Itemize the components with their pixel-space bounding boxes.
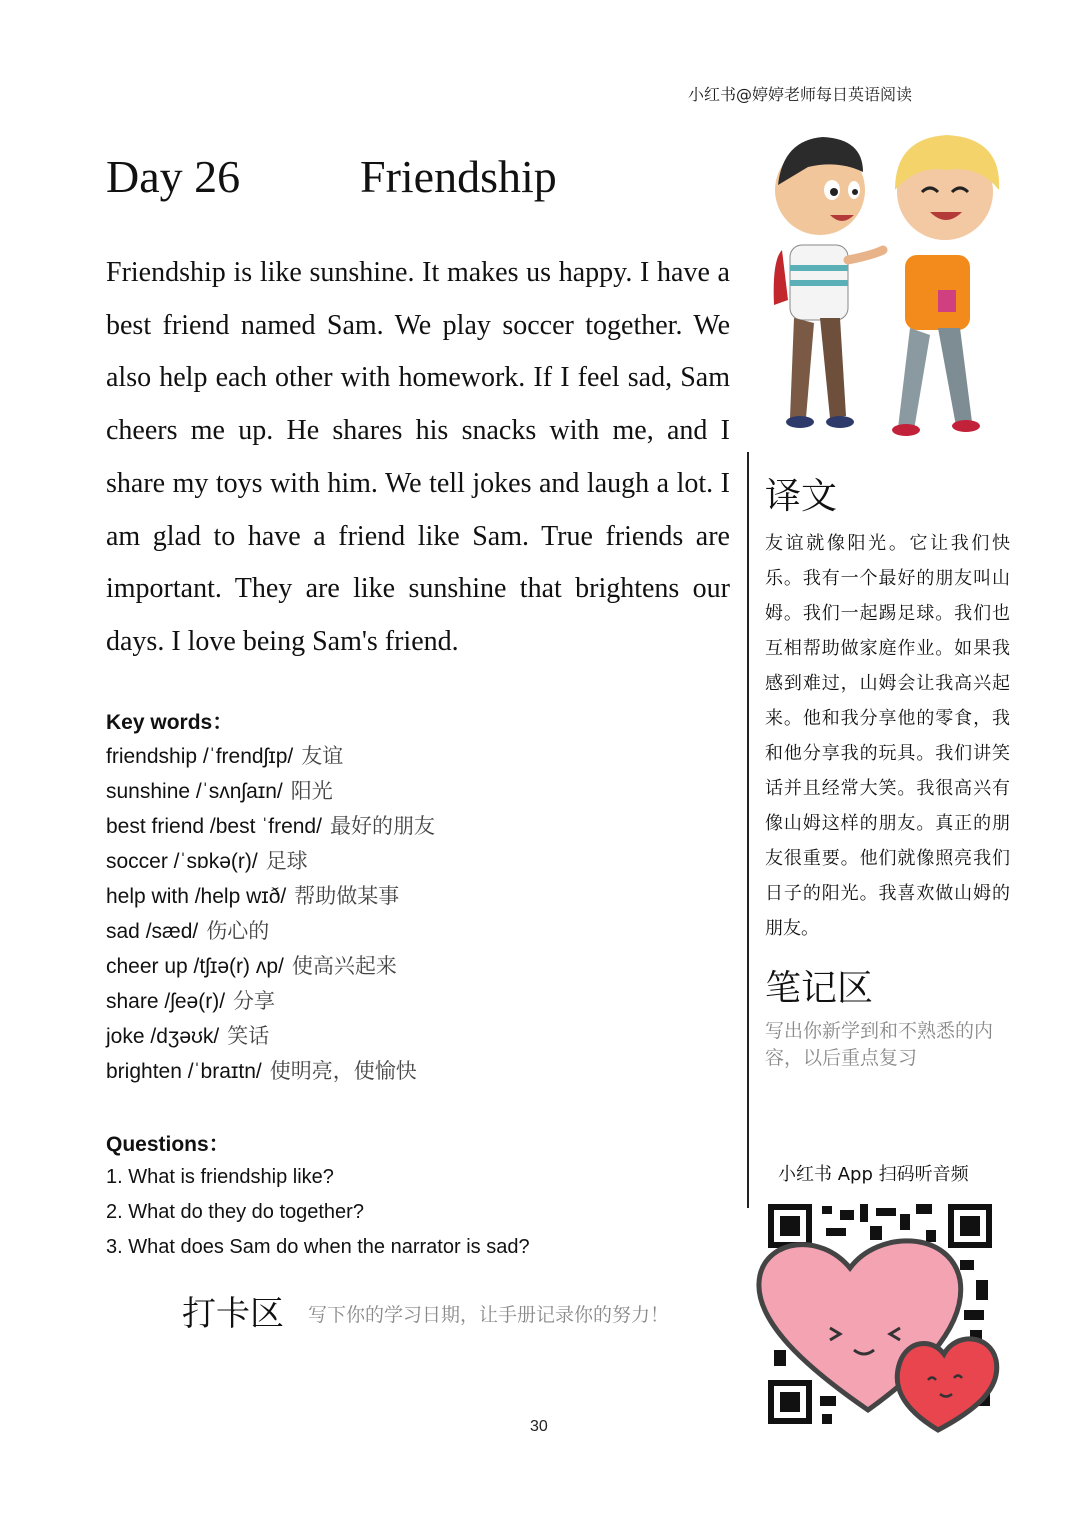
questions-list — [106, 1162, 530, 1267]
keyword-item — [106, 881, 435, 916]
keyword-item — [106, 1056, 435, 1091]
keyword-cn: 使明亮，使愉快 — [269, 1059, 417, 1083]
keyword-en: sad /sæd/ — [106, 920, 199, 943]
question-item: 3. What does Sam do when the narrator is sad? — [106, 1236, 530, 1258]
notes-subtitle: 写出你新学到和不熟悉的内容，以后重点复习 — [765, 1020, 994, 1069]
boy-left — [774, 137, 883, 428]
qr-label: 小红书 App 扫码听音频 — [778, 1164, 969, 1185]
keyword-cn: 伤心的 — [206, 919, 270, 943]
keyword-cn: 使高兴起来 — [291, 954, 397, 978]
notes-title: 笔记区 — [765, 968, 874, 1009]
translation-body: 友谊就像阳光。它让我们快乐。我有一个最好的朋友叫山姆。我们一起踢足球。我们也互相帮助做家庭作业。如果我感到难过，山姆会让我高兴起来。他和我分享他的零食，我和他分享我的玩具。我们讲笑话并且经常大笑。我很高兴有像山姆这样的朋友。真正的朋友很重要。他们就像照亮我们日子的阳光。我喜欢做山姆的朋友。 — [765, 533, 1010, 939]
keyword-en: brighten /ˈbraɪtn/ — [106, 1060, 262, 1083]
two-boys-illustration — [760, 130, 1020, 440]
keyword-cn: 帮助做某事 — [294, 884, 400, 908]
keyword-item — [106, 1021, 435, 1056]
keyword-item — [106, 741, 435, 776]
boy-right — [892, 135, 999, 436]
keyword-en: friendship /ˈfrendʃɪp/ — [106, 745, 294, 768]
keywords-list — [106, 741, 435, 1091]
keyword-en: best friend /best ˈfrend/ — [106, 815, 322, 838]
column-divider — [747, 452, 749, 1208]
keyword-en: joke /dʒəʊk/ — [106, 1025, 220, 1048]
keyword-en: help with /help wɪð/ — [106, 885, 287, 908]
watermark: 小红书@婷婷老师每日英语阅读 — [688, 85, 913, 104]
keyword-item — [106, 951, 435, 986]
keyword-cn: 友谊 — [301, 744, 344, 768]
page-number: 30 — [530, 1418, 548, 1435]
question-item: 1. What is friendship like? — [106, 1166, 334, 1188]
question-item: 2. What do they do together? — [106, 1201, 364, 1223]
questions-title: Questions： — [106, 1133, 230, 1156]
keyword-item — [106, 986, 435, 1021]
keyword-en: share /ʃeə(r)/ — [106, 990, 226, 1013]
day-label: Day 26 — [106, 151, 241, 202]
keyword-item — [106, 846, 435, 881]
page-title: Friendship — [360, 151, 557, 202]
keyword-en: sunshine /ˈsʌnʃaɪn/ — [106, 780, 283, 803]
keyword-cn: 笑话 — [227, 1024, 270, 1048]
keyword-en: soccer /ˈsɒkə(r)/ — [106, 850, 258, 873]
keyword-cn: 分享 — [233, 989, 276, 1013]
keyword-item — [106, 811, 435, 846]
keyword-item — [106, 916, 435, 951]
keyword-item — [106, 776, 435, 811]
keywords-title: Key words： — [106, 711, 234, 734]
story-paragraph: Friendship is like sunshine. It makes us happy. I have a best friend named Sam. We play soccer together. We also help each other with homework. If I feel sad, Sam cheers me up. He shares his snacks with me, and I share my toys with him. We tell jokes and laugh a lot. I am glad to have a friend like Sam. True friends are important. They are like sunshine that brightens our days. I love being Sam's friend. — [106, 257, 730, 657]
checkin-title: 打卡区 — [182, 1294, 284, 1334]
translation-title: 译文 — [765, 476, 838, 517]
keyword-cn: 足球 — [265, 849, 308, 873]
qr-code — [750, 1200, 1030, 1440]
keyword-cn: 阳光 — [290, 779, 333, 803]
checkin-subtitle: 写下你的学习日期，让手册记录你的努力！ — [308, 1304, 670, 1326]
keyword-cn: 最好的朋友 — [329, 814, 435, 838]
keyword-en: cheer up /tʃɪə(r) ʌp/ — [106, 955, 284, 978]
